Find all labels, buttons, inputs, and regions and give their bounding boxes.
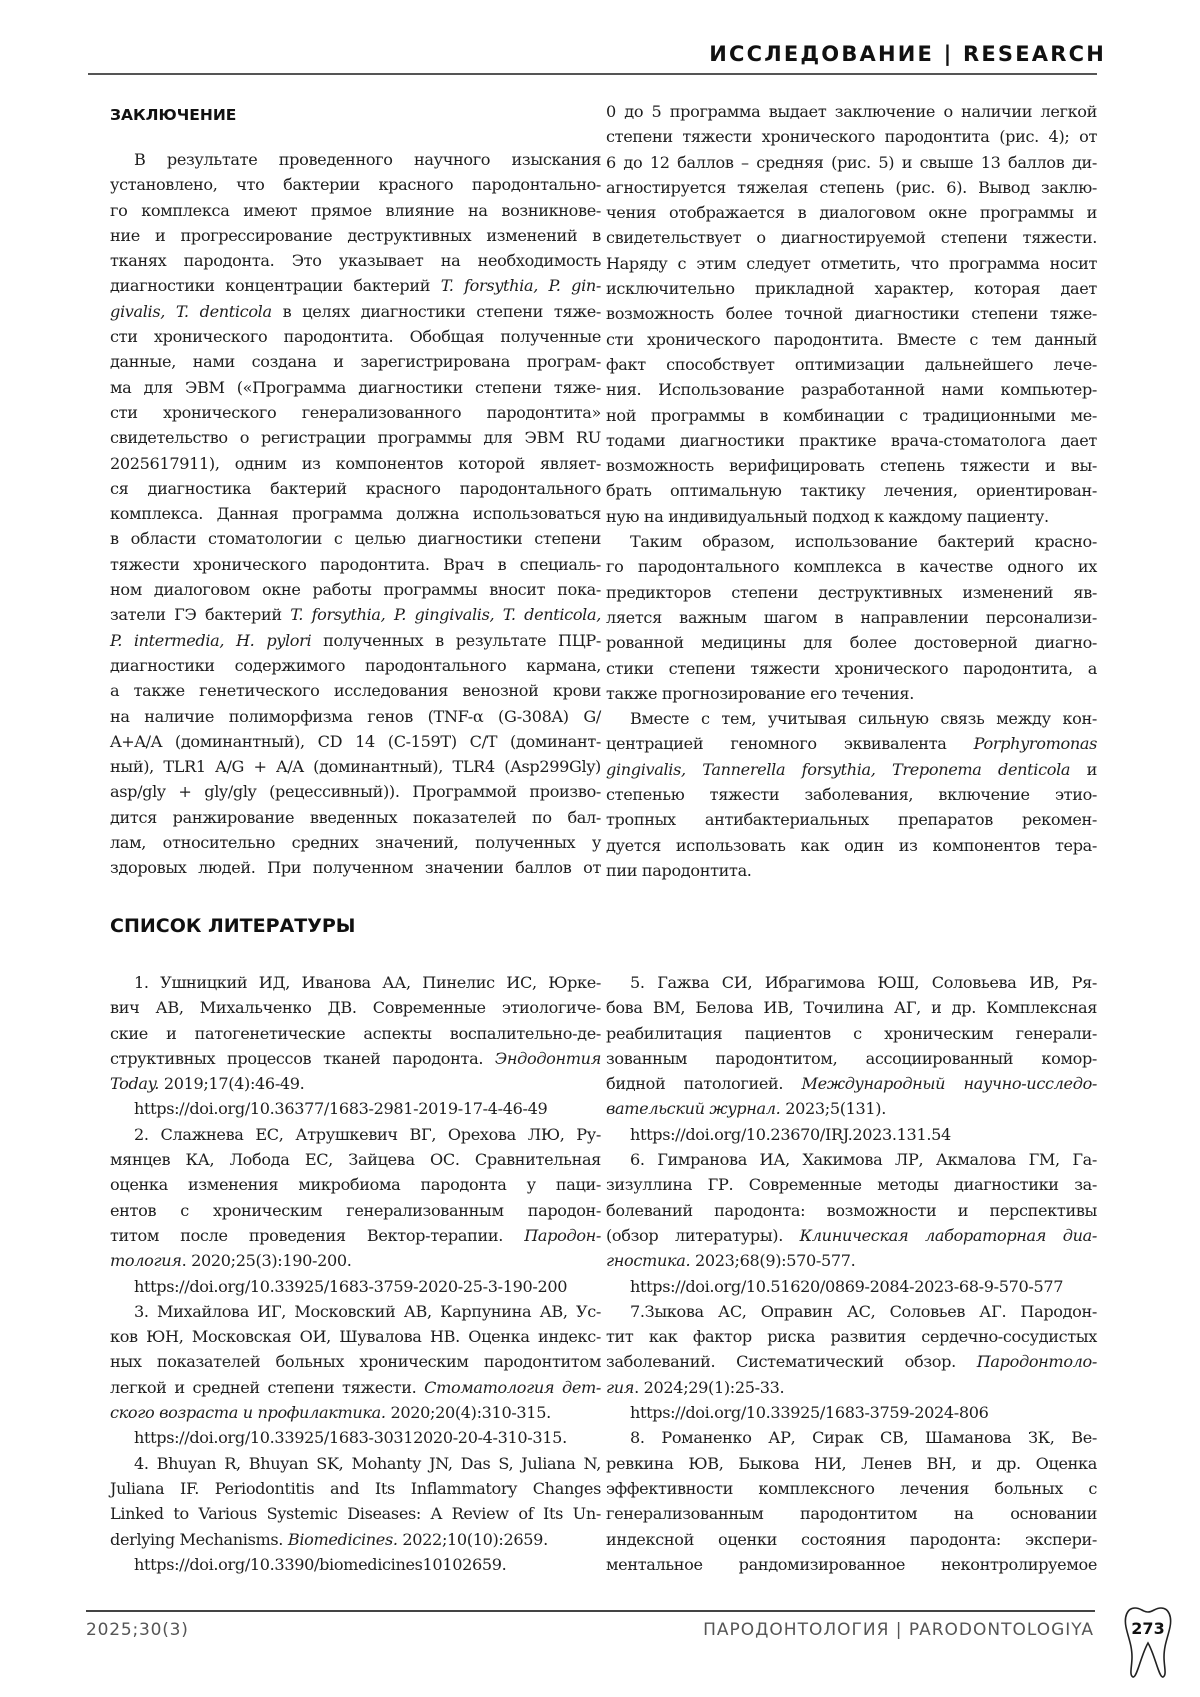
text-line: лам, относительно средних значений, полученных у (110, 833, 601, 853)
text-line: сти хронического пародонтита. Обобщая полученные (110, 327, 601, 347)
text-line: оценка изменения микробиома пародонта у паци- (110, 1175, 601, 1195)
text-line: https://doi.org/10.3390/biomedicines10102659. (134, 1554, 507, 1574)
text-line: тодами диагностики практике врача-стоматолога дает (606, 430, 1097, 450)
text-line: зованным пародонтитом, ассоциированный комор- (606, 1048, 1097, 1068)
text-line: также прогнозирование его течения. (606, 683, 914, 703)
text-line: свидетельствует о диагностируемой степени тяжести. (606, 228, 1097, 248)
text-line: ном диалоговом окне работы программы вносит пока- (110, 580, 601, 600)
text-line: asp/gly + gly/gly (рецессивный)). Программой произво- (110, 782, 601, 802)
text-line: сти хронического генерализованного пародонтита» (110, 402, 601, 422)
text-line: свидетельство о регистрации программы для ЭВМ RU (110, 428, 601, 448)
text-line: (обзор литературы). Клиническая лабораторная диа- (606, 1225, 1098, 1245)
text-line: степенью тяжести заболевания, включение этио- (606, 785, 1097, 805)
text-line: титом после проведения Вектор-терапии. Пародон- (110, 1225, 601, 1245)
text-line: здоровых людей. При полученном значении баллов от (110, 858, 601, 878)
text-line: ных показателей больных хроническим пародонтитом (110, 1352, 601, 1372)
journal-name: ПАРОДОНТОЛОГИЯ | PARODONTOLOGIYA (703, 1620, 1094, 1640)
text-line: мянцев КА, Лобода ЕС, Зайцева ОС. Сравнительная (110, 1150, 601, 1170)
text-line: диагностики содержимого пародонтального кармана, (110, 655, 601, 675)
text-line: ентов с хроническим генерализованным пародон- (110, 1200, 601, 1220)
text-line: исключительно прикладной характер, которая дает (606, 279, 1097, 299)
text-line: https://doi.org/10.33925/1683-3759-2020-25-3-190-200 (134, 1276, 568, 1296)
references-right-column (606, 970, 1097, 1577)
text-line: го пародонтального комплекса в качестве одного их (606, 557, 1097, 577)
text-line: https://doi.org/10.33925/1683-30312020-20-4-310-315. (134, 1428, 567, 1448)
page-number: 273 (1131, 1619, 1165, 1638)
text-line: агностируется тяжелая степень (рис. 6). Вывод заклю- (606, 177, 1097, 197)
text-line: givalis, T. denticola в целях диагностики степени тяже- (110, 301, 601, 321)
text-line: затели ГЭ бактерий T. forsythia, P. gingivalis, T. denticola, (110, 605, 601, 625)
text-line: в области стоматологии с целью диагностики степени (110, 529, 601, 549)
text-line: ков ЮН, Московская ОИ, Шувалова НВ. Оценка индекс- (110, 1327, 601, 1347)
text-line: бидной патологией. Международный научно-исследо- (606, 1074, 1097, 1094)
text-line: легкой и средней степени тяжести. Стоматология дет- (110, 1377, 602, 1397)
text-line: P. intermedia, H. pylori полученных в результате ПЦР- (110, 630, 601, 650)
text-line: тология. 2020;25(3):190-200. (110, 1251, 352, 1271)
conclusion-heading: ЗАКЛЮЧЕНИЕ (110, 106, 237, 124)
text-line: ские и патогенетические аспекты воспалительно-де- (110, 1023, 601, 1043)
text-line: Таким образом, использование бактерий красно- (630, 532, 1097, 552)
text-line: 6. Гимранова ИА, Хакимова ЛР, Акмалова ГМ, Га- (630, 1150, 1097, 1170)
text-line: Today. 2019;17(4):46-49. (110, 1074, 305, 1094)
text-line: реабилитация пациентов с хроническим генерали- (606, 1023, 1097, 1043)
text-line: Linked to Various Systemic Diseases: A Review of Its Un- (110, 1504, 601, 1524)
text-line: сти хронического пародонтита. Вместе с тем данный (606, 329, 1097, 349)
text-line: 5. Гажва СИ, Ибрагимова ЮШ, Соловьева ИВ, Ря- (630, 973, 1097, 992)
references-heading: СПИСОК ЛИТЕРАТУРЫ (110, 915, 356, 937)
text-line: факт способствует оптимизации дальнейшего лече- (606, 354, 1097, 374)
text-line: степени тяжести хронического пародонтита (рис. 4); от (606, 127, 1097, 147)
text-line: ревкина ЮВ, Быкова НИ, Ленев ВН, и др. Оценка (606, 1453, 1097, 1473)
text-line: вательский журнал. 2023;5(131). (606, 1099, 886, 1119)
text-line: ма для ЭВМ («Программа диагностики степени тяже- (110, 377, 601, 397)
text-line: В результате проведенного научного изыскания (134, 150, 601, 169)
text-line: структивных процессов тканей пародонта. Эндодонтия (110, 1048, 601, 1068)
text-line: ние и прогрессирование деструктивных изменений в (110, 225, 601, 245)
text-line: стики степени тяжести хронического пародонтита, а (606, 658, 1097, 678)
text-line: рованной медицины для более достоверной диагно- (606, 633, 1097, 653)
text-line: возможность верифицировать степень тяжести и вы- (606, 456, 1097, 476)
text-line: https://doi.org/10.36377/1683-2981-2019-17-4-46-49 (134, 1099, 548, 1119)
text-line: ную на индивидуальный подход к каждому пациенту. (606, 506, 1049, 526)
text-line: заболеваний. Систематический обзор. Пародонтоло- (606, 1352, 1097, 1372)
text-line: gingivalis, Tannerella forsythia, Treponema denticola и (606, 759, 1097, 779)
text-line: A+A/A (доминантный), CD 14 (C-159T) C/T (доминант- (110, 731, 601, 751)
text-line: чения отображается в диалоговом окне программы и (606, 203, 1097, 223)
text-line: ния. Использование разработанной нами компьютер- (606, 380, 1097, 400)
text-line: комплекса. Данная программа должна использоваться (110, 504, 601, 524)
text-line: дуется использовать как один из компонентов тера- (606, 835, 1097, 855)
text-line: генерализованным пародонтитом на основании (606, 1504, 1097, 1524)
text-line: на наличие полиморфизма генов (TNF-α (G-308A) G/ (110, 706, 601, 726)
text-line: 2025617911), одним из компонентов которой являет- (110, 453, 601, 473)
text-line: данные, нами создана и зарегистрирована програм- (110, 352, 601, 372)
issue-label: 2025;30(3) (86, 1620, 189, 1640)
text-line: диагностики концентрации бактерий T. forsythia, P. gin- (110, 276, 601, 296)
references-left-column (110, 970, 601, 1577)
text-line: тит как фактор риска развития сердечно-сосудистых (606, 1327, 1097, 1347)
text-line: тяжести хронического пародонтита. Врач в специаль- (110, 554, 601, 574)
text-line: ной программы в комбинации с традиционными ме- (606, 405, 1097, 425)
text-line: брать оптимальную тактику лечения, ориентирован- (606, 481, 1097, 501)
text-line: зизуллина ГР. Современные методы диагностики за- (606, 1175, 1097, 1195)
text-line: https://doi.org/10.33925/1683-3759-2024-806 (630, 1403, 989, 1423)
text-line: тканях пародонта. Это указывает на необходимость (110, 251, 601, 271)
text-line: дится ранжирование введенных показателей по бал- (110, 807, 601, 827)
text-line: предикторов степени деструктивных изменений яв- (606, 582, 1097, 602)
text-line: а также генетического исследования венозной крови (110, 681, 601, 701)
text-line: возможность более точной диагностики степени тяже- (606, 304, 1097, 324)
text-line: болеваний пародонта: возможности и перспективы (606, 1200, 1097, 1220)
text-line: индексной оценки состояния пародонта: экспери- (606, 1529, 1097, 1549)
text-line: вич АВ, Михальченко ДВ. Современные этиологиче- (110, 998, 601, 1018)
running-head: ИССЛЕДОВАНИЕ | RESEARCH (709, 42, 1106, 66)
text-line: 0 до 5 программа выдает заключение о наличии легкой (606, 102, 1097, 121)
text-line: derlying Mechanisms. Biomedicines. 2022;10(10):2659. (110, 1529, 548, 1549)
text-line: ляется важным шагом в направлении персонализи- (606, 607, 1097, 627)
text-line: https://doi.org/10.23670/IRJ.2023.131.54 (630, 1124, 951, 1144)
text-line: тропных антибактериальных препаратов рекомен- (606, 810, 1097, 830)
text-line: бова ВМ, Белова ИВ, Точилина АГ, и др. Комплексная (606, 998, 1097, 1018)
text-line: 7.Зыкова АС, Оправин АС, Соловьев АГ. Пародон- (630, 1301, 1097, 1321)
text-line: Наряду с этим следует отметить, что программа носит (606, 253, 1097, 273)
text-line: гия. 2024;29(1):25-33. (606, 1377, 785, 1397)
text-line: 1. Ушницкий ИД, Иванова АА, Пинелис ИС, Юрке- (134, 973, 601, 992)
text-line: ный), TLR1 A/G + A/A (доминантный), TLR4 (Asp299Gly) (110, 757, 601, 777)
text-line: 3. Михайлова ИГ, Московский АВ, Карпунина АВ, Ус- (134, 1301, 601, 1321)
text-line: 8. Романенко АР, Сирак СВ, Шаманова ЗК, Ве- (630, 1428, 1097, 1448)
text-line: 2. Слажнева ЕС, Атрушкевич ВГ, Орехова ЛЮ, Ру- (134, 1124, 601, 1144)
text-line: центрацией геномного эквивалента Porphyromonas (606, 734, 1097, 754)
text-line: ментальное рандомизированное неконтролируемое (606, 1554, 1097, 1574)
footer-divider (86, 1610, 1095, 1612)
text-line: ся диагностика бактерий красного пародонтального (110, 478, 601, 498)
text-line: 6 до 12 баллов – средняя (рис. 5) и свыше 13 баллов ди- (606, 152, 1097, 172)
conclusion-right-column (606, 99, 1097, 883)
text-line: пии пародонтита. (606, 860, 752, 880)
text-line: Вместе с тем, учитывая сильную связь между кон- (630, 709, 1097, 729)
text-line: го комплекса имеют прямое влияние на возникнове- (110, 200, 601, 220)
conclusion-left-column (110, 147, 601, 881)
text-line: https://doi.org/10.51620/0869-2084-2023-68-9-570-577 (630, 1276, 1064, 1296)
text-line: 4. Bhuyan R, Bhuyan SK, Mohanty JN, Das S, Juliana N, (134, 1453, 601, 1473)
text-line: Juliana IF. Periodontitis and Its Inflammatory Changes (110, 1478, 601, 1498)
text-line: ского возраста и профилактика. 2020;20(4):310-315. (110, 1403, 551, 1423)
text-line: гностика. 2023;68(9):570-577. (606, 1251, 856, 1271)
text-line: эффективности комплексного лечения больных с (606, 1478, 1097, 1498)
text-line: установлено, что бактерии красного пародонтально- (110, 175, 601, 195)
header-divider (88, 73, 1097, 75)
tooth-icon (1123, 1605, 1173, 1680)
